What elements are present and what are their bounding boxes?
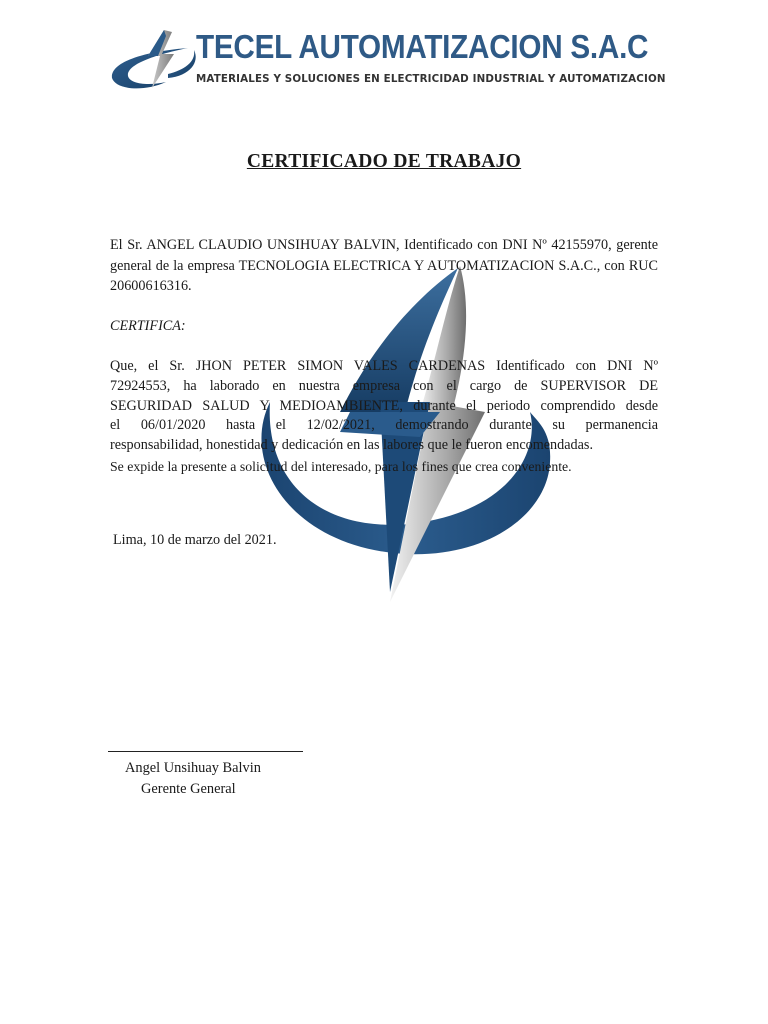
body-line: responsabilidad, honestidad y dedicación en las labores que le fueron encomendadas. bbox=[110, 437, 593, 454]
signer-name: Angel Unsihuay Balvin bbox=[125, 760, 261, 776]
company-tagline: MATERIALES Y SOLUCIONES EN ELECTRICIDAD INDUSTRIAL Y AUTOMATIZACION bbox=[196, 73, 666, 85]
company-logo-icon bbox=[108, 26, 200, 94]
body-line: SEGURIDAD SALUD Y MEDIOAMBIENTE, durante el periodo comprendido desde bbox=[110, 397, 658, 414]
place-date: Lima, 10 de marzo del 2021. bbox=[113, 532, 277, 548]
company-name: TECEL AUTOMATIZACION S.A.C bbox=[196, 28, 649, 65]
document-title: CERTIFICADO DE TRABAJO bbox=[246, 151, 522, 172]
body-line: 72924553, ha laborado en nuestra empresa con el cargo de SUPERVISOR DE bbox=[110, 377, 658, 394]
certification-paragraph bbox=[110, 357, 658, 456]
closing-statement: Se expide la presente a solicitud del interesado, para los fines que crea conveniente. bbox=[110, 459, 572, 474]
intro-paragraph: El Sr. ANGEL CLAUDIO UNSIHUAY BALVIN, Identificado con DNI Nº 42155970, gerente general de la empresa TECNOLOGIA ELECTRICA Y AUTOMATIZACION S.A.C., con RUC 20600616316. bbox=[110, 237, 658, 294]
body-line: el 06/01/2020 hasta el 12/02/2021, demostrando durante su permanencia bbox=[110, 417, 658, 434]
signature-line bbox=[108, 751, 303, 752]
certifica-label: CERTIFICA: bbox=[110, 318, 186, 334]
body-line: Que, el Sr. JHON PETER SIMON VALES CARDENAS Identificado con DNI Nº bbox=[110, 358, 658, 374]
signer-position: Gerente General bbox=[141, 781, 236, 797]
